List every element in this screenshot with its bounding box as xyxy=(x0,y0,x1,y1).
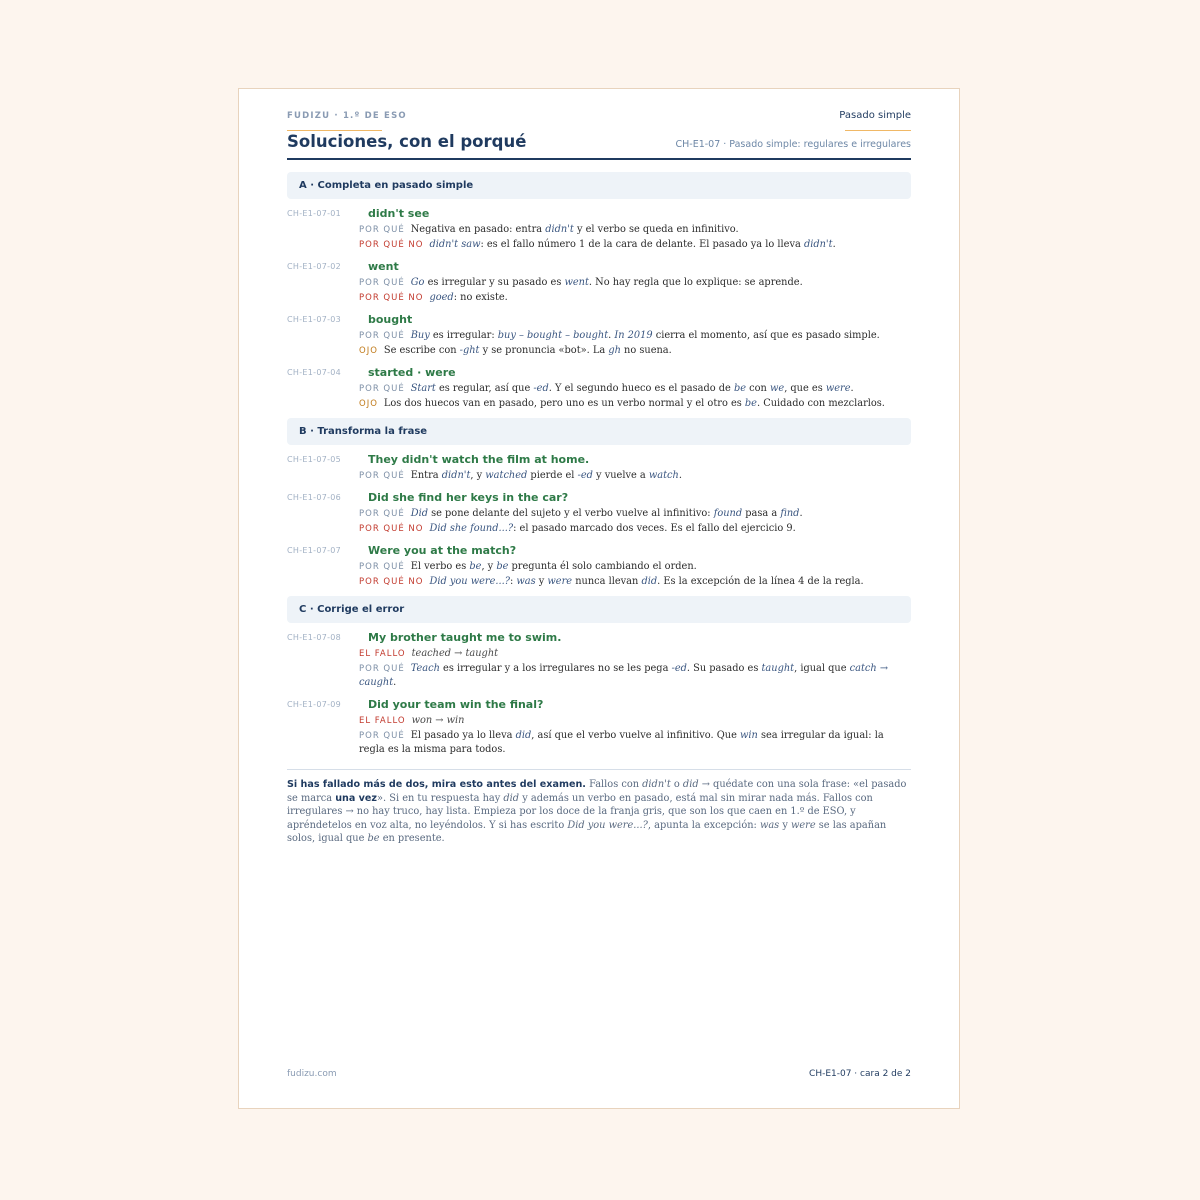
explanation-why-not: POR QUÉ NO Did she found...?: el pasado marcado dos veces. Es el fallo del ejercicio 9. xyxy=(359,523,796,534)
explanation-why: POR QUÉ Buy es irregular: buy – bought – bought. In 2019 cierra el momento, así que es pasado simple. xyxy=(359,330,880,341)
ojo-tag: OJO xyxy=(359,346,378,356)
explanation-why: POR QUÉ Entra didn't, y watched pierde el -ed y vuelve a watch. xyxy=(359,470,682,481)
explanation-why-not: POR QUÉ NO Did you were...?: was y were nunca llevan did. Es la excepción de la línea 4 de la regla. xyxy=(359,576,864,587)
item-answer: went xyxy=(368,260,399,273)
solution-item xyxy=(287,365,911,411)
fallo-tag: EL FALLO xyxy=(359,716,406,726)
explanation-ojo: OJO Se escribe con -ght y se pronuncia «bot». La gh no suena. xyxy=(359,345,672,356)
item-answer: My brother taught me to swim. xyxy=(368,631,562,644)
section-c-header: C · Corrige el error xyxy=(287,596,911,623)
worksheet-page xyxy=(238,88,960,1109)
solution-item xyxy=(287,630,911,690)
why-tag: POR QUÉ xyxy=(359,471,405,481)
item-id: CH-E1-07-01 xyxy=(287,209,342,218)
why-tag: POR QUÉ xyxy=(359,731,405,741)
item-answer: started · were xyxy=(368,366,456,379)
explanation-why-not: POR QUÉ NO didn't saw: es el fallo número 1 de la cara de delante. El pasado ya lo lleva didn't. xyxy=(359,239,836,250)
why-tag: POR QUÉ xyxy=(359,664,405,674)
why-not-tag: POR QUÉ NO xyxy=(359,524,424,534)
solution-item xyxy=(287,206,911,252)
item-id: CH-E1-07-05 xyxy=(287,455,342,464)
ojo-tag: OJO xyxy=(359,399,378,409)
solution-item xyxy=(287,697,911,757)
explanation-why: POR QUÉ Negativa en pasado: entra didn't y el verbo se queda en infinitivo. xyxy=(359,224,739,235)
why-not-tag: POR QUÉ NO xyxy=(359,577,424,587)
item-answer: Did your team win the final? xyxy=(368,698,544,711)
solution-item xyxy=(287,490,911,536)
fallo-tag: EL FALLO xyxy=(359,649,406,659)
section-b-header: B · Transforma la frase xyxy=(287,418,911,445)
explanation-ojo: OJO Los dos huecos van en pasado, pero uno es un verbo normal y el otro es be. Cuidado con mezclarlos. xyxy=(359,398,885,409)
footer-site: fudizu.com xyxy=(287,1069,337,1079)
why-tag: POR QUÉ xyxy=(359,331,405,341)
explanation-why: POR QUÉ El pasado ya lo lleva did, así que el verbo vuelve al infinitivo. Que win sea irregular da igual: la regla es la misma para todos. xyxy=(359,730,884,755)
item-id: CH-E1-07-03 xyxy=(287,315,342,324)
title-divider xyxy=(287,158,911,160)
item-answer: Did she find her keys in the car? xyxy=(368,491,569,504)
item-id: CH-E1-07-07 xyxy=(287,546,342,555)
item-answer: bought xyxy=(368,313,413,326)
item-id: CH-E1-07-08 xyxy=(287,633,342,642)
page-subtitle: CH-E1-07 · Pasado simple: regulares e irregulares xyxy=(675,139,911,150)
footer-page-label: CH-E1-07 · cara 2 de 2 xyxy=(809,1069,911,1079)
brand-label: FUDIZU · 1.º DE ESO xyxy=(287,111,407,121)
section-a-header: A · Completa en pasado simple xyxy=(287,172,911,199)
solution-item xyxy=(287,543,911,589)
why-tag: POR QUÉ xyxy=(359,225,405,235)
why-tag: POR QUÉ xyxy=(359,562,405,572)
solutions-content xyxy=(287,172,911,846)
explanation-fallo: EL FALLO won → win xyxy=(359,715,465,726)
brand-underline xyxy=(287,130,382,131)
explanation-why: POR QUÉ Teach es irregular y a los irregulares no se les pega -ed. Su pasado es taught, igual que catch → caught. xyxy=(359,663,889,688)
item-id: CH-E1-07-04 xyxy=(287,368,342,377)
solution-item xyxy=(287,452,911,483)
topic-label: Pasado simple xyxy=(839,110,911,121)
why-tag: POR QUÉ xyxy=(359,509,405,519)
solution-item xyxy=(287,259,911,305)
explanation-why-not: POR QUÉ NO goed: no existe. xyxy=(359,292,508,303)
item-answer: didn't see xyxy=(368,207,430,220)
item-id: CH-E1-07-02 xyxy=(287,262,342,271)
page-title: Soluciones, con el porqué xyxy=(287,132,527,151)
explanation-why: POR QUÉ Start es regular, así que -ed. Y el segundo hueco es el pasado de be con we, que es were. xyxy=(359,383,854,394)
why-not-tag: POR QUÉ NO xyxy=(359,293,424,303)
topic-underline xyxy=(845,130,911,131)
explanation-why: POR QUÉ Did se pone delante del sujeto y el verbo vuelve al infinitivo: found pasa a find. xyxy=(359,508,803,519)
item-id: CH-E1-07-09 xyxy=(287,700,342,709)
item-answer: They didn't watch the film at home. xyxy=(368,453,590,466)
explanation-fallo: EL FALLO teached → taught xyxy=(359,648,499,659)
item-answer: Were you at the match? xyxy=(368,544,517,557)
solution-item xyxy=(287,312,911,358)
explanation-why: POR QUÉ Go es irregular y su pasado es went. No hay regla que lo explique: se aprende. xyxy=(359,277,803,288)
item-id: CH-E1-07-06 xyxy=(287,493,342,502)
why-not-tag: POR QUÉ NO xyxy=(359,240,424,250)
why-tag: POR QUÉ xyxy=(359,384,405,394)
exam-advice-note: Si has fallado más de dos, mira esto antes del examen. Fallos con didn't o did → quédate con una sola frase: «el pasado se marca una vez». Si en tu respuesta hay did y además un verbo en pasado, está mal sin mirar nada más. Fallos con irregulares → no hay truco, hay lista. Empieza por los doce de la franja gris, que son los que caen en 1.º de ESO, y apréndetelos en voz alta, no leyéndolos. Y si has escrito Did you were...?, apunta la excepción: was y were se las apañan solos, igual que be en presente. xyxy=(287,769,911,846)
why-tag: POR QUÉ xyxy=(359,278,405,288)
explanation-why: POR QUÉ El verbo es be, y be pregunta él solo cambiando el orden. xyxy=(359,561,697,572)
